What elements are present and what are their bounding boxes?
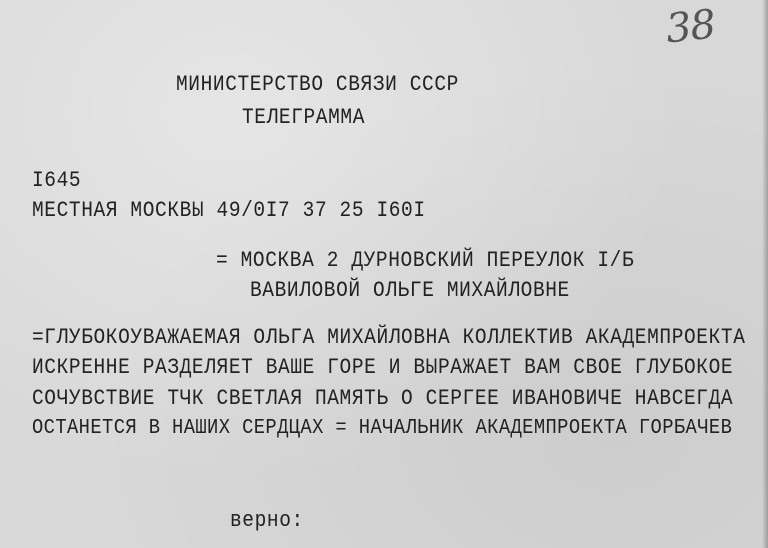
paper-edge-shadow [762, 0, 768, 548]
message-line: =ГЛУБОКОУВАЖАЕМАЯ ОЛЬГА МИХАЙЛОВНА КОЛЛЕКТИВ АКАДЕМПРОЕКТА [32, 325, 746, 350]
ministry-heading: МИНИСТЕРСТВО СВЯЗИ СССР [176, 72, 459, 97]
handwritten-page-number: 38 [663, 1, 718, 53]
message-line: ИСКРЕННЕ РАЗДЕЛЯЕТ ВАШЕ ГОРЕ И ВЫРАЖАЕТ ВАМ СВОЕ ГЛУБОКОЕ [32, 355, 734, 380]
document-type-heading: ТЕЛЕГРАММА [242, 105, 366, 130]
telegram-number: I645 [32, 168, 82, 193]
recipient-line: ВАВИЛОВОЙ ОЛЬГЕ МИХАЙЛОВНЕ [250, 278, 570, 303]
service-line: МЕСТНАЯ МОСКВЫ 49/0I7 37 25 I60I [32, 198, 426, 223]
message-line: ОСТАНЕТСЯ В НАШИХ СЕРДЦАХ = НАЧАЛЬНИК АКАДЕМПРОЕКТА ГОРБАЧЕВ [32, 415, 733, 440]
message-line: СОЧУВСТВИЕ ТЧК СВЕТЛАЯ ПАМЯТЬ О СЕРГЕЕ ИВАНОВИЧЕ НАВСЕГДА [32, 386, 734, 411]
verified-label: верно: [230, 508, 304, 533]
address-line: = МОСКВА 2 ДУРНОВСКИЙ ПЕРЕУЛОК I/Б [216, 248, 635, 273]
